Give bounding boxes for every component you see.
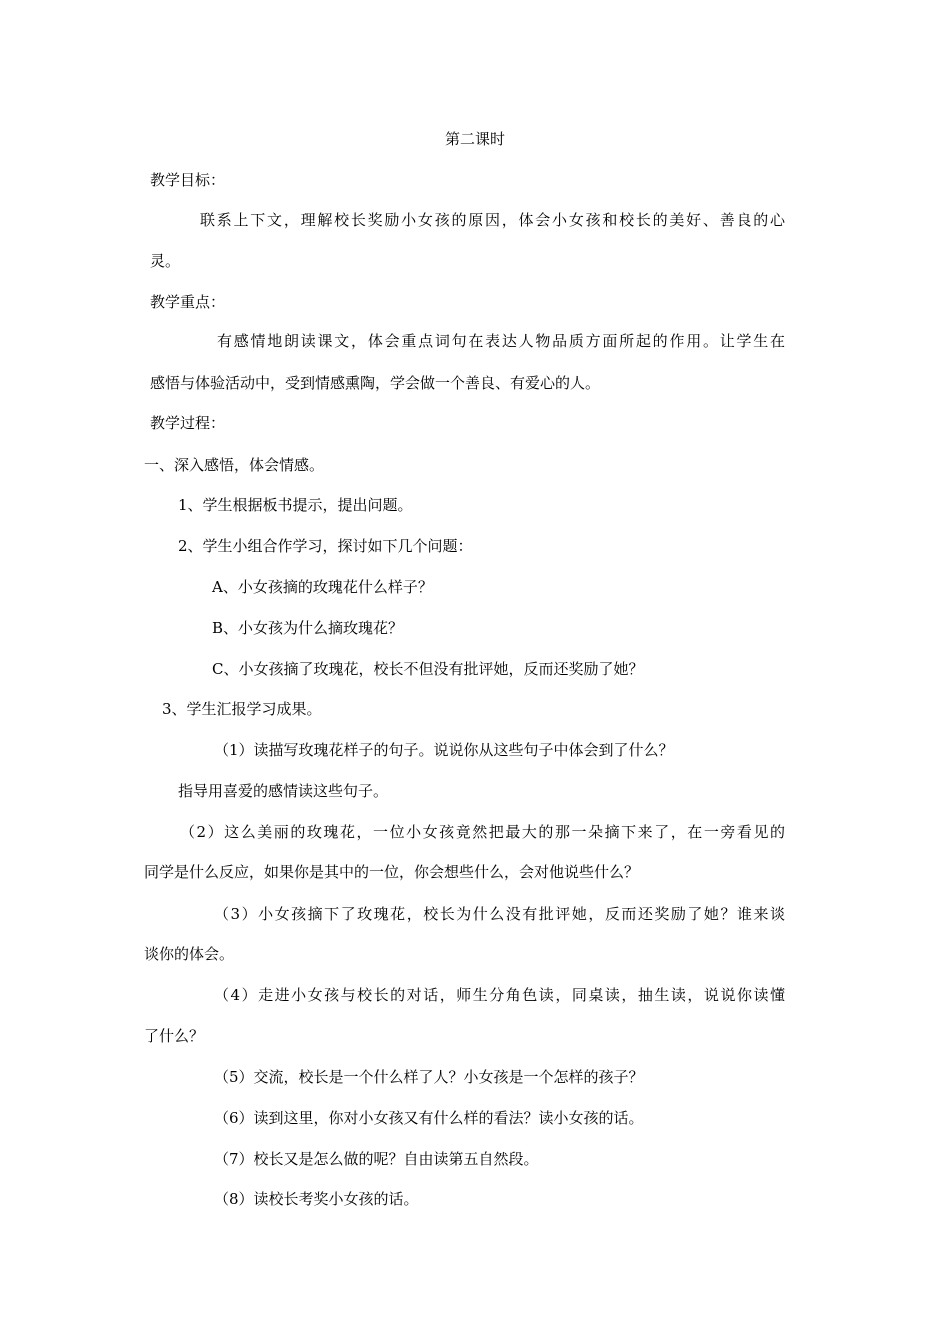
objectives-text-line1: 联系上下文，理解校长奖励小女孩的原因，体会小女孩和校长的美好、善良的心 (200, 211, 785, 229)
item-7: （7）校长又是怎么做的呢？自由读第五自然段。 (214, 1150, 539, 1168)
key-points-heading: 教学重点： (150, 293, 226, 311)
objectives-text-line2: 灵。 (150, 252, 181, 270)
question-b: B、小女孩为什么摘玫瑰花？ (212, 619, 404, 637)
item-5: （5）交流，校长是一个什么样了人？小女孩是一个怎样的孩子？ (214, 1068, 644, 1086)
item-6: （6）读到这里，你对小女孩又有什么样的看法？读小女孩的话。 (214, 1109, 644, 1127)
key-points-text-line2: 感悟与体验活动中，受到情感熏陶，学会做一个善良、有爱心的人。 (150, 374, 601, 392)
item-8: （8）读校长考奖小女孩的话。 (214, 1190, 419, 1208)
item-1: （1）读描写玫瑰花样子的句子。说说你从这些句子中体会到了什么？ (214, 741, 674, 759)
process-heading: 教学过程： (150, 414, 226, 432)
item-1-guide: 指导用喜爱的感情读这些句子。 (178, 782, 389, 800)
item-2-line1: （2）这么美丽的玫瑰花，一位小女孩竟然把最大的那一朵摘下来了，在一旁看见的 (180, 823, 785, 841)
item-4-line1: （4）走进小女孩与校长的对话，师生分角色读，同桌读，抽生读，说说你读懂 (214, 986, 785, 1004)
page-title: 第二课时 (444, 130, 505, 148)
step-2: 2、学生小组合作学习，探讨如下几个问题： (178, 537, 473, 555)
item-4-line2: 了什么？ (144, 1027, 205, 1045)
step-3: 3、学生汇报学习成果。 (162, 700, 322, 718)
step-1: 1、学生根据板书提示，提出问题。 (178, 496, 413, 514)
item-2-line2: 同学是什么反应，如果你是其中的一位，你会想些什么，会对他说些什么？ (144, 863, 640, 881)
objectives-heading: 教学目标： (150, 171, 226, 189)
question-c: C、小女孩摘了玫瑰花，校长不但没有批评她，反而还奖励了她？ (212, 660, 644, 678)
item-3-line2: 谈你的体会。 (144, 945, 235, 963)
question-a: A、小女孩摘的玫瑰花什么样子？ (212, 578, 433, 596)
section-heading-1: 一、深入感悟，体会情感。 (144, 456, 325, 474)
key-points-text-line1: 有感情地朗读课文，体会重点词句在表达人物品质方面所起的作用。让学生在 (217, 332, 785, 350)
item-3-line1: （3）小女孩摘下了玫瑰花，校长为什么没有批评她，反而还奖励了她？谁来谈 (214, 905, 785, 923)
